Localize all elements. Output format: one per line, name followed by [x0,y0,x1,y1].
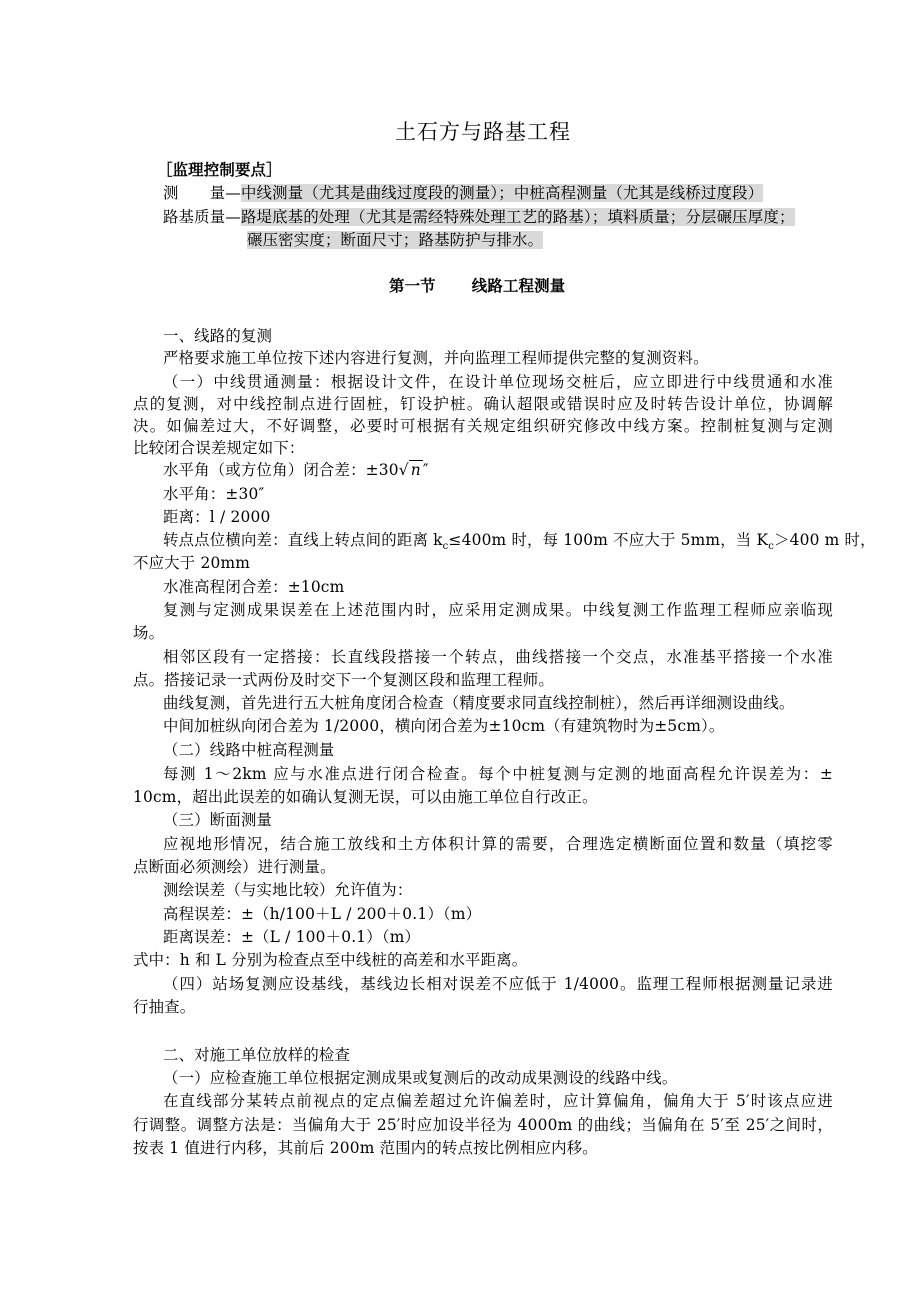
section-heading [389,276,565,296]
result-line-2: 场。 [133,624,165,642]
elevation-error-line: 高程误差：±（h/100＋L / 200＋0.1）（m） [163,905,482,923]
sub2-line-1: 每测 1～2km 应与水准点进行闭合检查。每个中桩复测与定测的地面高程允许误差为：± [163,765,833,783]
formula-note: 式中：h 和 L 分别为检查点至中线桩的高差和水平距离。 [133,951,528,969]
distance-line: 距离：l / 2000 [163,508,271,526]
sqrt-n: n [410,461,421,479]
sqrt-symbol: √ n [398,461,421,479]
section-number: 第一节 [389,277,436,295]
turn-text-c: ＞400 m 时， [774,531,876,549]
turn-sub-a: c [442,541,449,553]
survey-error-line: 测绘误差（与实地比较）允许值为： [163,881,413,899]
sub2-heading: （二）线路中桩高程测量 [163,741,335,759]
part2-heading: 二、对施工单位放样的检查 [163,1046,351,1064]
turn-point-line-2: 不应大于 20mm [133,554,251,572]
angle-closure-text: 水平角（或方位角）闭合差：±30 [163,461,399,479]
result-line-1: 复测与定测成果误差在上述范围内时，应采用定测成果。中线复测工作监理工程师应亲临现 [163,601,833,619]
sub1-line-2: 点的复测，对中线控制点进行固桩，钉设护桩。确认超限或错误时应及时转告设计单位，协调解 [133,395,833,413]
sub3-line-2: 点断面必须测绘）进行测量。 [133,858,336,876]
part2-line-3: 按表 1 值进行内移，其前后 200m 范围内的转点按比例相应内移。 [133,1139,598,1157]
sub1-line-4: 比较闭合误差规定如下： [133,439,305,457]
quality-text-2: 碾压密实度；断面尺寸；路基防护与排水。 [247,231,544,249]
part2-line-1: 在直线部分某转点前视点的定点偏差超过允许偏差时，应计算偏角，偏角大于 5′时该点应进 [163,1092,833,1110]
section-name: 线路工程测量 [471,277,566,295]
angle-closure [163,460,429,480]
sub3-heading: （三）断面测量 [163,811,273,829]
turn-point-line-1 [163,530,876,557]
part1-heading: 一、线路的复测 [163,327,273,345]
measure-label: 测 量— [163,184,241,202]
turn-sub-b: c [768,541,774,553]
page-title: 土石方与路基工程 [395,120,571,144]
quality-label: 路基质量— [163,208,241,226]
level-closure: 水准高程闭合差：±10cm [163,578,345,596]
quality-line-1 [163,207,795,227]
turn-text-a: 转点点位横向差：直线上转点间的距离 k [163,531,443,549]
sub4-line-1: （四）站场复测应设基线，基线边长相对误差不应低于 1/4000。监理工程师根据测量记录进 [163,975,833,993]
sub3-line-1: 应视地形情况，结合施工放线和土方体积计算的需要，合理选定横断面位置和数量（填挖零 [163,835,833,853]
measure-text: 中线测量（尤其是曲线过度段的测量）；中桩高程测量（尤其是线桥过度段） [240,184,764,202]
part2-sub1: （一）应检查施工单位根据定测成果或复测后的改动成果测设的线路中线。 [163,1069,678,1087]
angle-line: 水平角：±30″ [163,485,265,503]
quality-line-2 [247,230,543,250]
distance-error-line: 距离误差：±（L / 100＋0.1）（m） [163,928,421,946]
adjacent-line-2: 点。搭接记录一式两份及时交下一个复测区段和监理工程师。 [133,671,554,689]
key-points-heading: ［监理控制要点］ [157,161,282,179]
measure-line [163,183,763,203]
part1-intro: 严格要求施工单位按下述内容进行复测，并向监理工程师提供完整的复测资料。 [163,349,709,367]
curve-line: 曲线复测，首先进行五大桩角度闭合检查（精度要求同直线控制桩），然后再详细测设曲线。 [163,694,795,712]
turn-text-b: ≤400m 时，每 100m 不应大于 5mm，当 K [448,531,769,549]
adjacent-line-1: 相邻区段有一定搭接：长直线段搭接一个转点，曲线搭接一个交点，水准基平搭接一个水准 [163,648,833,666]
sub4-line-2: 行抽查。 [133,998,196,1016]
angle-closure-unit: ″ [422,461,429,479]
mid-stake-line: 中间加桩纵向闭合差为 1/2000，横向闭合差为±10cm（有建筑物时为±5cm）。 [163,717,725,735]
sub1-line-3: 决。如偏差过大，不好调整，必要时可根据有关规定组织研究修改中线方案。控制桩复测与定测 [133,417,833,435]
sub1-line-1: （一）中线贯通测量：根据设计文件，在设计单位现场交桩后，应立即进行中线贯通和水准 [163,373,833,391]
part2-line-2: 行调整。调整方法是：当偏角大于 25′时应加设半径为 4000m 的曲线；当偏角在 5′至 25′之间时， [133,1116,833,1134]
sub2-line-2: 10cm，超出此误差的如确认复测无误，可以由施工单位自行改正。 [133,788,598,806]
quality-text-1: 路堤底基的处理（尤其是需经特殊处理工艺的路基）；填料质量；分层碾压厚度； [240,208,795,226]
